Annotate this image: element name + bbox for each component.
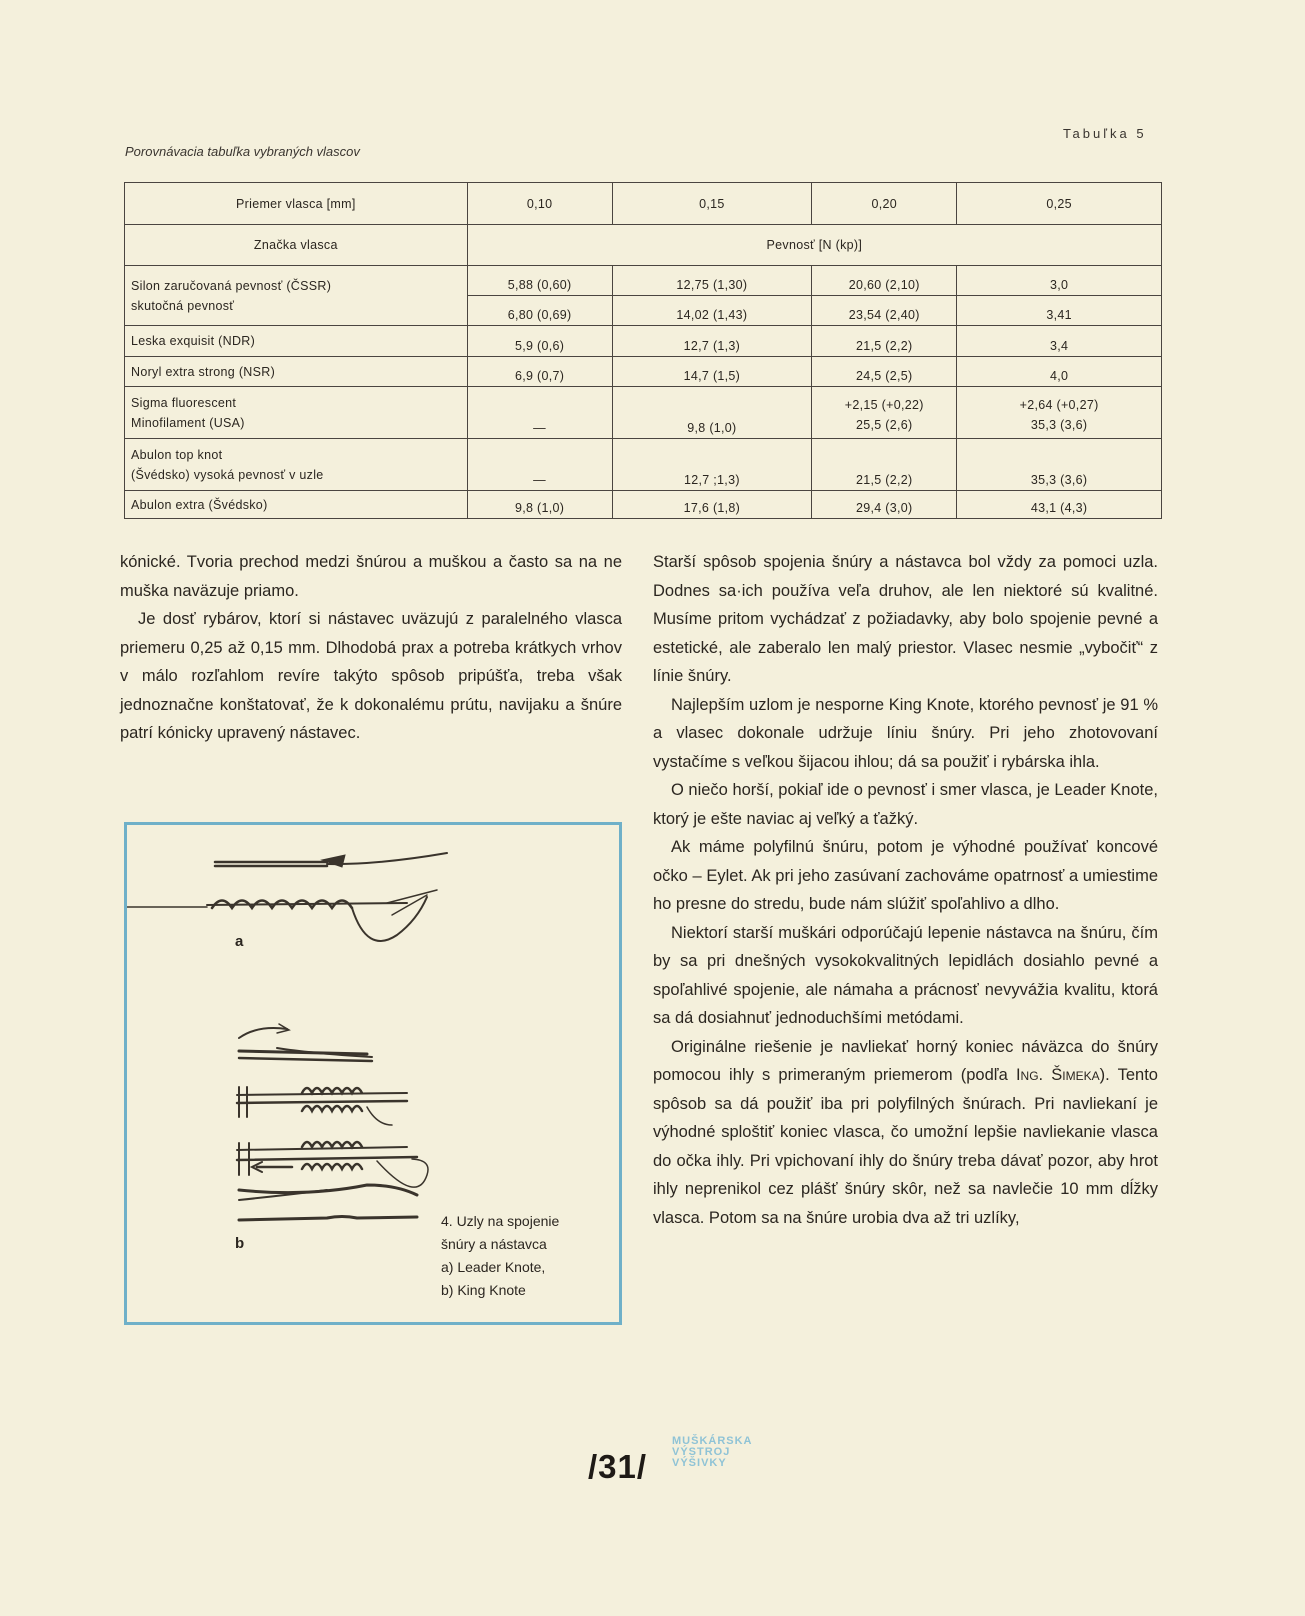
comparison-table [124,182,1162,519]
table-cell: +2,15 (+0,22) 25,5 (2,6) [812,387,957,439]
row-name-line: (Švédsko) vysoká pevnosť v uzle [131,467,324,482]
table-cell: 3,41 [957,296,1162,326]
table-row [125,266,1162,296]
logo-line: MUŠKÁRSKA [672,1435,753,1447]
header-diameter-3: 0,25 [957,183,1162,225]
table-cell: 20,60 (2,10) [812,266,957,296]
table-cell: 24,5 (2,5) [812,357,957,387]
table-row [125,326,1162,357]
table-row [125,491,1162,519]
header-diameter-label: Priemer vlasca [mm] [125,183,468,225]
table-cell: 35,3 (3,6) [957,439,1162,491]
left-text-column [120,548,622,748]
paragraph: Starší spôsob spojenia šnúry a nástavca bol vždy za pomoci uzla. Dodnes sa·ich používa veľa druhov, ale len niektoré sú kvalitné. Musíme pritom vychádzať z požiadavky, aby bolo spojenie pevné a estetické, ale zaberalo len malý priestor. Vlasec nesmie „vybočiť“ z línie šnúry. [653,553,1158,685]
paragraph [653,1033,1158,1233]
figure-caption-line: a) Leader Knote, [441,1259,546,1275]
table-row [125,439,1162,491]
paragraph: O niečo horší, pokiaľ ide o pevnosť i smer vlasca, je Leader Knote, ktorý je ešte naviac aj veľký a ťažký. [653,781,1159,828]
figure-caption-line: 4. Uzly na spojenie [441,1213,560,1229]
table-cell: 4,0 [957,357,1162,387]
header-strength-label: Pevnosť [N (kp)] [467,225,1161,266]
table-cell: 43,1 (4,3) [957,491,1162,519]
table-cell: 17,6 (1,8) [612,491,812,519]
table-header-brand [125,225,1162,266]
table-row [125,357,1162,387]
right-text-column [653,548,1158,1232]
figure-caption [441,1210,559,1302]
row-name: Abulon extra (Švédsko) [125,491,468,519]
figure-caption-line: šnúry a nástavca [441,1236,547,1252]
row-name: Leska exquisit (NDR) [125,326,468,357]
table-number-label: Tabuľka 5 [1063,126,1147,141]
row-name-line: Silon zaručovaná pevnosť (ČSSR) [131,278,332,293]
table-cell: 6,80 (0,69) [467,296,612,326]
table-cell: 9,8 (1,0) [612,387,812,439]
figure-caption-line: b) King Knote [441,1282,526,1298]
table-cell: 12,7 ;1,3) [612,439,812,491]
paragraph: Niektorí starší muškári odporúčajú lepenie nástavca na šnúru, čím by sa pri dnešných vysokokvalitných lepidlách dosiahlo pevné a spoľahlivé spojenie, ale námaha a prácnosť nevyvážia kvalitu, ktorá sa dá dosiahnuť jednoduchšími metódami. [653,923,1158,1027]
table-caption: Porovnávacia tabuľka vybraných vlascov [125,144,360,159]
table-cell: 21,5 (2,2) [812,439,957,491]
paragraph-text: ). Tento spôsob sa dá použiť iba pri polyfilných šnúrach. Pri navliekaní je výhodné sploštiť koniec vlasca, čo umožní lepšie navliekanie vlasca do očka ihly. Pri vpichovaní ihly do šnúry treba dávať pozor, aby hrot ihly neprenikol cez plášť šnúry skôr, než sa navlečie 10 mm dĺžky vlasca. Potom sa na šnúre urobia dva až tri uzlíky, [653,1066,1158,1227]
table-cell: 9,8 (1,0) [467,491,612,519]
row-name-line: skutočná pevnosť [131,298,235,313]
table-cell: 14,7 (1,5) [612,357,812,387]
paragraph: kónické. Tvoria prechod medzi šnúrou a muškou a často sa na ne muška naväzuje priamo. [120,553,622,600]
table-cell: — [467,387,612,439]
paragraph: Ak máme polyfilnú šnúru, potom je výhodné používať koncové očko – Eylet. Ak pri jeho zasúvaní zachováme opatrnosť a umiestime ho presne do stredu, bude nám slúžiť spoľahlivo a dlho. [653,838,1158,913]
table-cell: 12,75 (1,30) [612,266,812,296]
table-cell: +2,64 (+0,27) 35,3 (3,6) [957,387,1162,439]
table-cell: 6,9 (0,7) [467,357,612,387]
table-cell: 12,7 (1,3) [612,326,812,357]
table-cell: 3,4 [957,326,1162,357]
logo-line: VÝSTROJ [672,1446,731,1458]
header-brand-label: Značka vlasca [125,225,468,266]
figure-label-a: a [235,933,244,950]
header-diameter-0: 0,10 [467,183,612,225]
paragraph: Je dosť rybárov, ktorí si nástavec uväzujú z paralelného vlasca priemeru 0,25 až 0,15 mm. Dlhodobá prax a potreba krátkych vrhov v málo rozľahlom revíre takýto spôsob pripúšťa, treba však jednoznačne konštatovať, že k dokonalému prútu, navijaku a šnúre patrí kónicky upravený nástavec. [120,610,622,742]
logo-line: VÝŠIVKY [672,1457,727,1469]
author-name: Ing. Šimeka [1015,1066,1100,1084]
table-cell: 5,9 (0,6) [467,326,612,357]
table-cell: 3,0 [957,266,1162,296]
table-cell: 29,4 (3,0) [812,491,957,519]
figure-label-b: b [235,1235,245,1252]
row-name [125,439,468,491]
row-name [125,266,468,326]
row-name: Noryl extra strong (NSR) [125,357,468,387]
table-cell: — [467,439,612,491]
table-cell: 5,88 (0,60) [467,266,612,296]
table-row [125,387,1162,439]
row-name-line: Minofilament (USA) [131,415,245,430]
table-cell: 21,5 (2,2) [812,326,957,357]
table-cell: 14,02 (1,43) [612,296,812,326]
table-cell: 23,54 (2,40) [812,296,957,326]
row-name-line: Sigma fluorescent [131,395,237,410]
paragraph: Najlepším uzlom je nesporne King Knote, ktorého pevnosť je 91 % a vlasec dokonale udržuje líniu šnúry. Pri jeho zhotovovaní vystačíme s veľkou šijacou ihlou; dá sa použiť i rybárska ihla. [653,695,1158,771]
row-name [125,387,468,439]
section-logo [672,1436,753,1469]
paragraph-text: Originálne riešenie je navliekať horný koniec náväzca do šnúry pomocou ihly s primeraným priemerom (podľa [653,1037,1158,1084]
header-diameter-1: 0,15 [612,183,812,225]
header-diameter-2: 0,20 [812,183,957,225]
page-number: /31/ [588,1448,648,1485]
table-header-diameter [125,183,1162,225]
row-name-line: Abulon top knot [131,447,223,462]
